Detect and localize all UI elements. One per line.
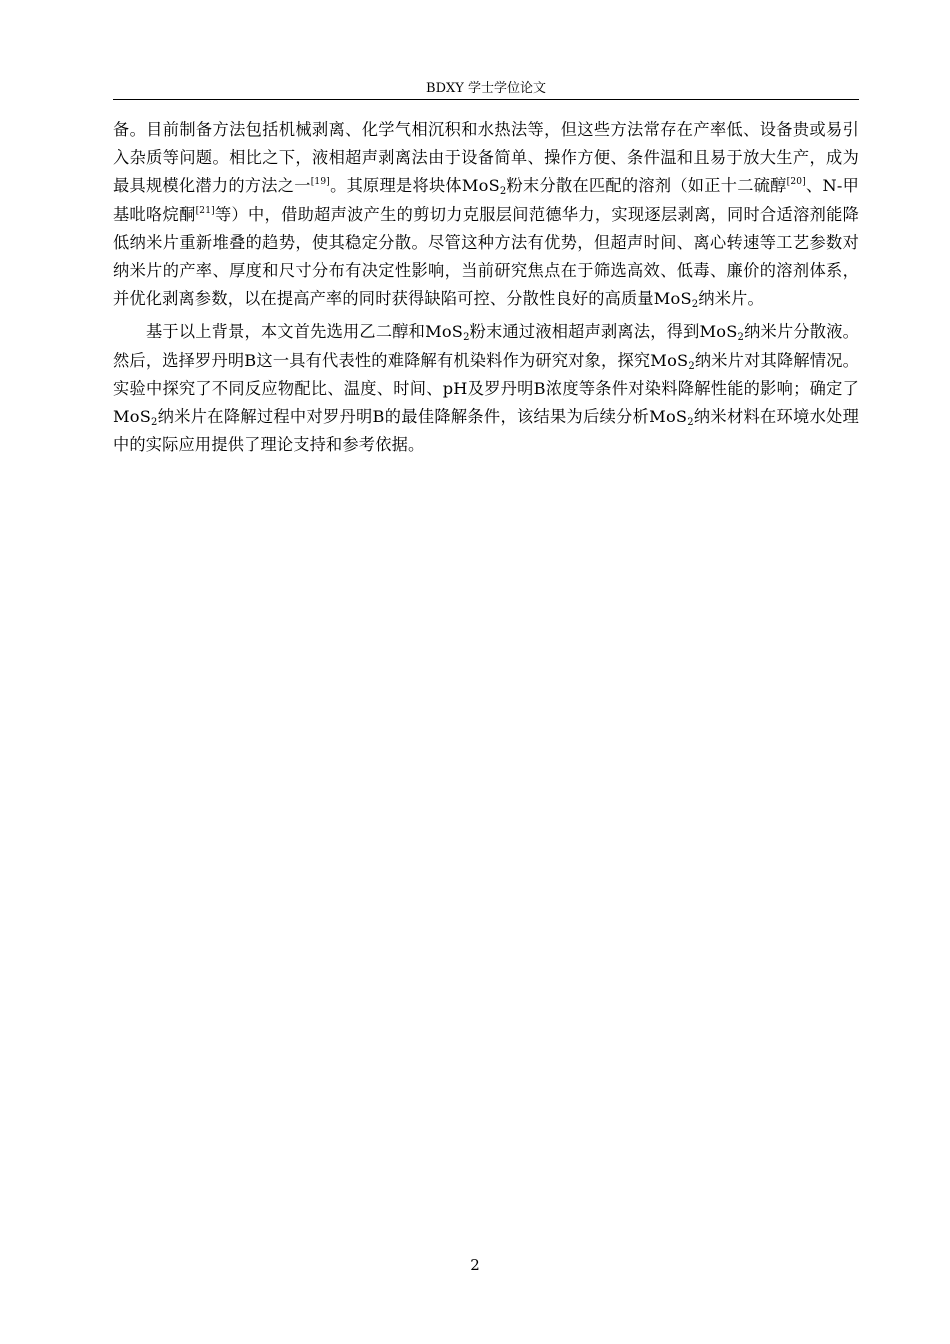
citation-ref: [21] bbox=[195, 205, 215, 216]
subscript: 2 bbox=[691, 299, 699, 311]
text-run: 纳米材料在环境水处理中的实际应用提供了理论支持和参考依据。 bbox=[113, 407, 860, 455]
paragraph bbox=[113, 318, 859, 459]
text-run: 纳米片分散液。然后，选择罗丹明B这一具有代表性的难降解有机染料作为研究对象，探究MoS bbox=[113, 322, 860, 370]
paragraph bbox=[113, 116, 859, 313]
text-run: 等）中，借助超声波产生的剪切力克服层间范德华力，实现逐层剥离，同时合适溶剂能降低纳米片重新堆叠的趋势，使其稳定分散。尽管这种方法有优势，但超声时间、离心转速等工艺参数对纳米片的产率、厚度和尺寸分布有决定性影响，当前研究焦点在于筛选高效、低毒、廉价的溶剂体系，并优化剥离参数，以在提高产率的同时获得缺陷可控、分散性良好的高质量MoS bbox=[113, 204, 860, 309]
text-run: 纳米片对其降解情况。实验中探究了不同反应物配比、温度、时间、pH及罗丹明B浓度等条件对染料降解性能的影响；确定了MoS bbox=[113, 350, 859, 427]
citation-ref: [20] bbox=[786, 177, 806, 188]
text-run: 。其原理是将块体MoS bbox=[330, 176, 500, 196]
subscript: 2 bbox=[737, 332, 745, 344]
subscript: 2 bbox=[687, 417, 694, 429]
subscript: 2 bbox=[688, 360, 695, 372]
subscript: 2 bbox=[151, 417, 158, 429]
text-run: 纳米片。 bbox=[698, 289, 764, 309]
text-run: 纳米片在降解过程中对罗丹明B的最佳降解条件，该结果为后续分析MoS bbox=[157, 407, 688, 427]
subscript: 2 bbox=[499, 186, 507, 198]
citation-ref: [19] bbox=[310, 177, 330, 188]
text-run: 粉末通过液相超声剥离法，得到MoS bbox=[469, 322, 738, 342]
text-run: 备。目前制备方法包括机械剥离、化学气相沉积和水热法等，但这些方法常存在产率低、设备贵或易引入杂质等问题。相比之下，液相超声剥离法由于设备简单、操作方便、条件温和且易于放大生产，成为最具规模化潜力的方法之一 bbox=[113, 120, 859, 196]
subscript: 2 bbox=[463, 332, 470, 344]
text-run: 、N-甲基吡咯烷酮 bbox=[113, 176, 860, 224]
page-header bbox=[113, 80, 859, 100]
page-number: 2 bbox=[470, 1256, 480, 1274]
text-run: 基于以上背景，本文首先选用乙二醇和MoS bbox=[146, 322, 464, 342]
header-title: BDXY 学士学位论文 bbox=[426, 81, 546, 96]
text-run: 粉末分散在匹配的溶剂（如正十二硫醇 bbox=[506, 176, 787, 196]
body-text bbox=[113, 116, 859, 464]
